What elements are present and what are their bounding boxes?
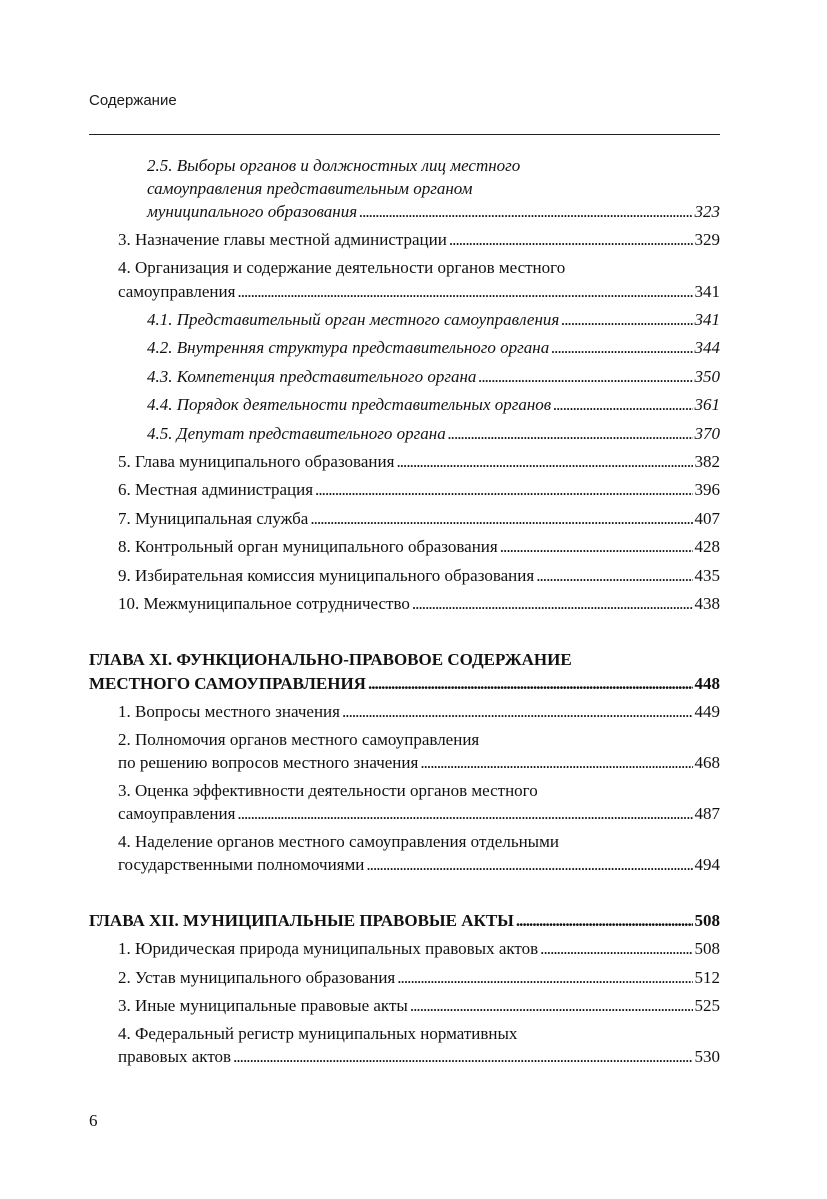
leader-dots (368, 674, 693, 694)
toc-entry-2-5[interactable] (147, 202, 720, 222)
toc-page-number: 407 (694, 509, 720, 528)
toc-entry-2-5-line1[interactable]: 2.5. Выборы органов и должностных лиц местного (147, 156, 521, 175)
toc-entry-4-line1[interactable]: 4. Организация и содержание деятельности органов местного (118, 258, 566, 277)
leader-dots (412, 594, 693, 614)
toc-entry-text: ГЛАВА XII. МУНИЦИПАЛЬНЫЕ ПРАВОВЫЕ АКТЫ (89, 911, 514, 930)
toc-entry-4-4[interactable] (147, 395, 720, 415)
toc-entry-text: 5. Глава муниципального образования (118, 452, 395, 471)
toc-entry-12-4[interactable] (118, 1047, 720, 1067)
toc-page-number: 438 (694, 594, 720, 613)
toc-chapter-11[interactable] (89, 674, 720, 694)
toc-entry-text: 7. Муниципальная служба (118, 509, 309, 528)
toc-entry-9[interactable] (118, 566, 720, 586)
leader-dots (448, 424, 693, 444)
toc-page-number: 508 (694, 939, 720, 958)
toc-entry-12-4-line1[interactable]: 4. Федеральный регистр муниципальных нормативных (118, 1024, 518, 1043)
toc-entry-text: 3. Иные муниципальные правовые акты (118, 996, 408, 1015)
toc-entry-12-2[interactable] (118, 968, 720, 988)
toc-entry-text: муниципального образования (147, 202, 358, 221)
toc-entry-4[interactable] (118, 282, 720, 302)
toc-entry-text: 3. Назначение главы местной администрации (118, 230, 447, 249)
toc-entry-text: 4.5. Депутат представительного органа (147, 424, 446, 443)
toc-entry-8[interactable] (118, 537, 720, 557)
toc-entry-text: 9. Избирательная комиссия муниципального образования (118, 566, 535, 585)
toc-entry-11-2-line1[interactable]: 2. Полномочия органов местного самоуправления (118, 730, 480, 749)
header-rule (89, 134, 720, 135)
leader-dots (500, 537, 693, 557)
leader-dots (540, 939, 692, 959)
toc-entry-4-1[interactable] (147, 310, 720, 330)
toc-chapter-12[interactable] (89, 911, 720, 931)
leader-dots (359, 202, 692, 222)
toc-page-number: 382 (694, 452, 720, 471)
leader-dots (342, 702, 693, 722)
toc-entry-text: государственными полномочиями (118, 855, 365, 874)
toc-entry-text: 4.1. Представительный орган местного самоуправления (147, 310, 560, 329)
toc-entry-10[interactable] (118, 594, 720, 614)
toc-entry-text: правовых актов (118, 1047, 232, 1066)
leader-dots (310, 509, 692, 529)
leader-dots (410, 996, 693, 1016)
toc-entry-4-5[interactable] (147, 424, 720, 444)
leader-dots (551, 338, 692, 358)
leader-dots (233, 1047, 692, 1067)
leader-dots (396, 452, 692, 472)
toc-entry-11-3-line1[interactable]: 3. Оценка эффективности деятельности органов местного (118, 781, 538, 800)
toc-entry-11-2[interactable] (118, 753, 720, 773)
toc-page-number: 494 (694, 855, 720, 874)
toc-entry-5[interactable] (118, 452, 720, 472)
toc-page-number: 350 (694, 367, 720, 386)
toc-page-number: 323 (694, 202, 720, 221)
leader-dots (553, 395, 692, 415)
leader-dots (536, 566, 692, 586)
toc-page-number: 435 (694, 566, 720, 585)
toc-page-number: 428 (694, 537, 720, 556)
toc-page-number: 341 (694, 310, 720, 329)
toc-page-number: 370 (694, 424, 720, 443)
toc-entry-text: 1. Юридическая природа муниципальных правовых актов (118, 939, 539, 958)
toc-entry-12-3[interactable] (118, 996, 720, 1016)
toc-entry-text: 4.4. Порядок деятельности представительных органов (147, 395, 552, 414)
toc-page-number: 468 (694, 753, 720, 772)
toc-page-number: 344 (694, 338, 720, 357)
toc-entry-text: МЕСТНОГО САМОУПРАВЛЕНИЯ (89, 674, 366, 693)
toc-page-number: 508 (694, 911, 720, 930)
toc-entry-text: 10. Межмуниципальное сотрудничество (118, 594, 410, 613)
toc-entry-11-1[interactable] (118, 702, 720, 722)
leader-dots (561, 310, 692, 330)
toc-entry-text: 4.2. Внутренняя структура представительного органа (147, 338, 550, 357)
toc-entry-text: по решению вопросов местного значения (118, 753, 419, 772)
toc-page-number: 449 (694, 702, 720, 721)
toc-entry-4-3[interactable] (147, 367, 720, 387)
toc-page-number: 448 (694, 674, 720, 693)
toc-entry-3[interactable] (118, 230, 720, 250)
toc-page-number: 530 (694, 1047, 720, 1066)
toc-entry-6[interactable] (118, 480, 720, 500)
leader-dots (449, 230, 693, 250)
toc-entry-text: 8. Контрольный орган муниципального образования (118, 537, 498, 556)
leader-dots (315, 480, 692, 500)
leader-dots (237, 804, 692, 824)
toc-entry-7[interactable] (118, 509, 720, 529)
toc-page-number: 361 (694, 395, 720, 414)
toc-page-number: 487 (694, 804, 720, 823)
toc-entry-2-5-line2[interactable]: самоуправления представительным органом (147, 179, 473, 198)
toc-page-number: 512 (694, 968, 720, 987)
leader-dots (366, 855, 692, 875)
running-head-title: Содержание (89, 92, 177, 109)
leader-dots (478, 367, 692, 387)
leader-dots (420, 753, 692, 773)
leader-dots (237, 282, 692, 302)
page-number: 6 (89, 1111, 98, 1130)
toc-page-number: 396 (694, 480, 720, 499)
toc-entry-text: самоуправления (118, 282, 236, 301)
toc-page-number: 329 (694, 230, 720, 249)
toc-entry-12-1[interactable] (118, 939, 720, 959)
toc-entry-11-4-line1[interactable]: 4. Наделение органов местного самоуправления отдельными (118, 832, 559, 851)
toc-page-number: 525 (694, 996, 720, 1015)
toc-chapter-11-line1[interactable]: ГЛАВА XI. ФУНКЦИОНАЛЬНО-ПРАВОВОЕ СОДЕРЖАНИЕ (89, 650, 572, 669)
leader-dots (397, 968, 692, 988)
leader-dots (516, 911, 693, 931)
toc-page-number: 341 (694, 282, 720, 301)
toc-entry-text: 1. Вопросы местного значения (118, 702, 340, 721)
toc-entry-text: 6. Местная администрация (118, 480, 314, 499)
toc-entry-11-4[interactable] (118, 855, 720, 875)
toc-entry-4-2[interactable] (147, 338, 720, 358)
toc-entry-11-3[interactable] (118, 804, 720, 824)
toc-entry-text: 2. Устав муниципального образования (118, 968, 396, 987)
toc-entry-text: 4.3. Компетенция представительного органа (147, 367, 477, 386)
toc-entry-text: самоуправления (118, 804, 236, 823)
